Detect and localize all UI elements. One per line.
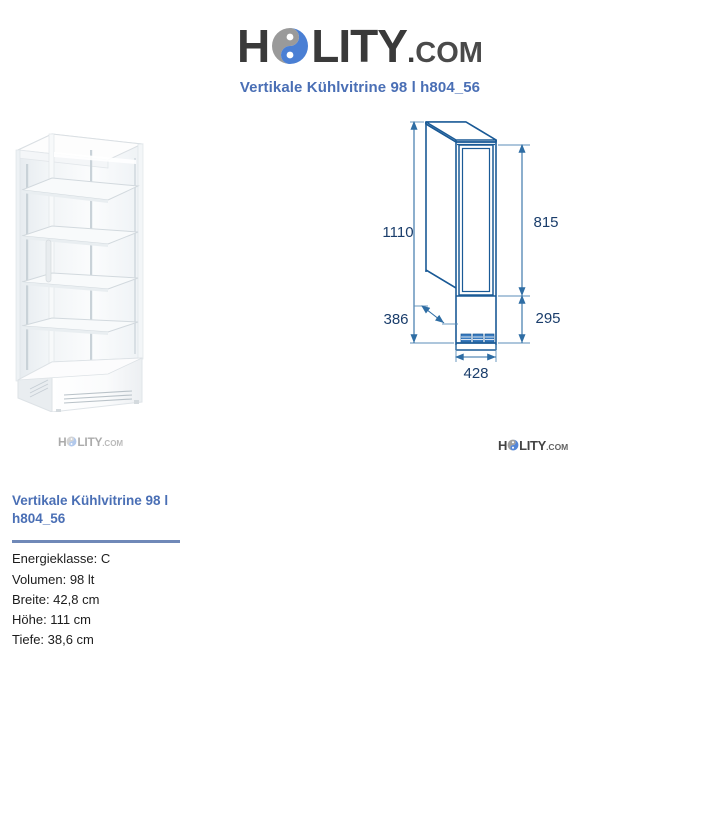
dimension-depth: 386 xyxy=(383,311,409,328)
spec-item-depth: Tiefe: 38,6 cm xyxy=(12,632,94,647)
watermark-left-com: .COM xyxy=(102,439,124,448)
logo-ring-icon xyxy=(270,26,310,66)
spec-item-volume: Volumen: 98 lt xyxy=(12,571,95,587)
watermark-right xyxy=(498,437,568,452)
watermark-right-lity: LITY xyxy=(519,438,547,453)
logo-wrap xyxy=(237,20,483,72)
divider xyxy=(12,540,180,543)
watermark-left xyxy=(58,433,123,448)
logo-letter-h: H xyxy=(237,20,270,72)
logo-com: COM xyxy=(415,37,483,69)
watermark-right-ring-icon xyxy=(507,438,519,450)
site-logo[interactable] xyxy=(0,20,720,72)
spec-item-height: Höhe: 111 cm xyxy=(12,611,92,627)
logo-dot: . xyxy=(406,36,416,69)
spec-item-energy-class: Energieklasse: C xyxy=(12,551,111,567)
product-name: Vertikale Kühlvitrine 98 l h804_56 xyxy=(12,493,169,527)
watermark-right-h: H xyxy=(498,438,508,453)
logo-letters-lity: LITY xyxy=(311,20,407,72)
product-photo xyxy=(8,112,168,412)
watermark-right-com: .COM xyxy=(546,442,569,452)
watermark-left-lity: LITY xyxy=(77,435,103,449)
spec-item-width: Breite: 42,8 cm xyxy=(12,591,100,607)
page-title: Vertikale Kühlvitrine 98 l h804_56 xyxy=(239,79,481,96)
watermark-left-h: H xyxy=(58,435,67,449)
spec-list xyxy=(12,549,222,650)
dimension-total-height: 1110 xyxy=(382,224,414,241)
dimension-door-height: 815 xyxy=(533,214,559,231)
dimension-base-height: 295 xyxy=(535,310,561,327)
technical-drawing xyxy=(370,110,610,385)
specification-block xyxy=(12,492,222,650)
watermark-left-ring-icon xyxy=(66,434,77,445)
dimension-width: 428 xyxy=(463,365,489,382)
